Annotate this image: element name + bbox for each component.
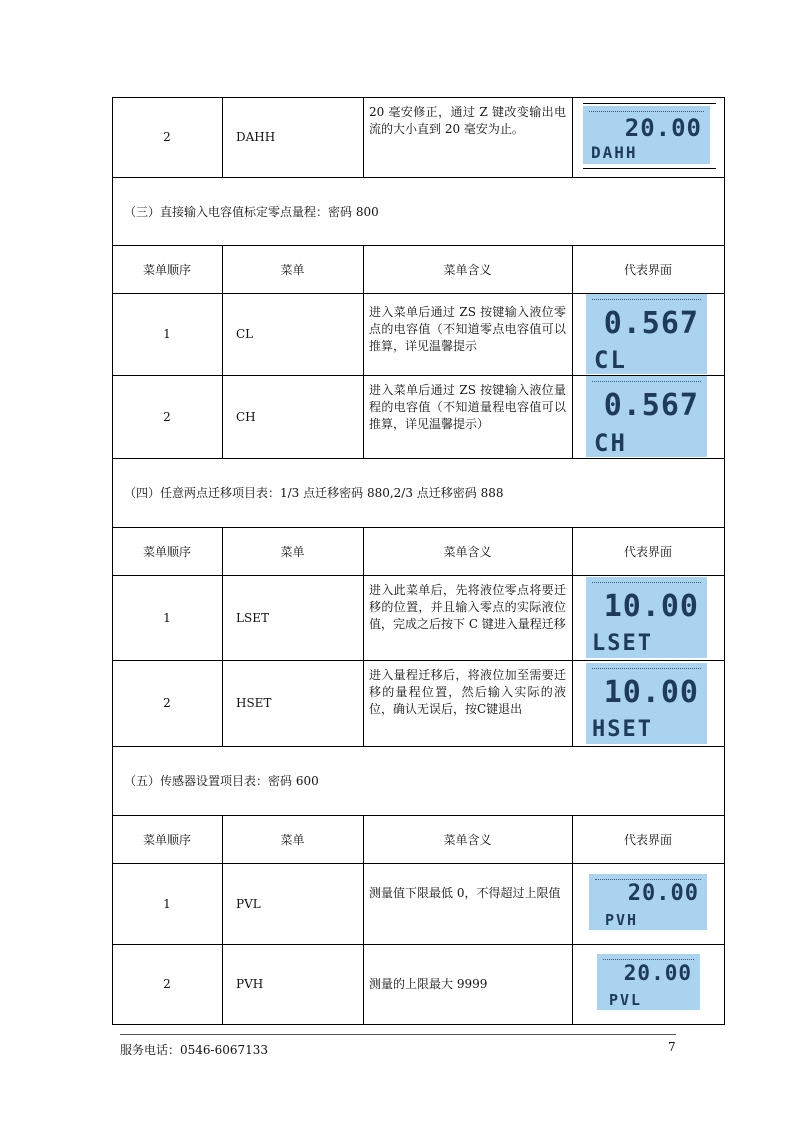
row-divider (112, 1024, 725, 1025)
lcd-value: 0.567 (603, 306, 699, 341)
lcd-display (586, 294, 707, 374)
lcd-bargraph (592, 582, 701, 586)
lcd-label: PVL (609, 991, 643, 1009)
page-number: 7 (668, 1040, 676, 1054)
lcd-display (597, 954, 700, 1010)
row-menu: PVH (236, 977, 264, 991)
header-order: 菜单顺序 (142, 832, 191, 847)
row-menu: HSET (236, 696, 272, 710)
footer-rule (120, 1034, 676, 1035)
row-order: 1 (163, 896, 171, 911)
row-desc: 进入菜单后通过 ZS 按键输入液位量程的电容值（不知道量程电容值可以推算，详见温馨提示） (369, 383, 566, 431)
header-ui: 代表界面 (623, 262, 672, 277)
row-order: 2 (163, 409, 171, 424)
lcd-value: 0.567 (603, 388, 699, 423)
section-title: （四）任意两点迁移项目表：1/3 点迁移密码 880,2/3 点迁移密码 888 (124, 486, 504, 500)
row-menu: CH (236, 409, 256, 424)
table-border-right (724, 97, 725, 1025)
row-desc: 测量的上限最大 9999 (369, 977, 488, 991)
lcd-bargraph (592, 668, 701, 672)
header-meaning: 菜单含义 (443, 832, 492, 847)
col-divider (572, 97, 573, 177)
row-order: 1 (163, 327, 171, 341)
lcd-display (586, 376, 707, 457)
header-menu: 菜单 (280, 544, 305, 559)
row-desc: 20 毫安修正，通过 Z 键改变输出电流的大小直到 20 毫安为止。 (369, 105, 566, 136)
lcd-label: CL (594, 346, 627, 374)
header-meaning: 菜单含义 (443, 544, 492, 559)
row-order: 2 (163, 696, 171, 710)
lcd-bargraph (592, 381, 701, 385)
row-order: 1 (163, 610, 171, 625)
lcd-value: 20.00 (624, 114, 702, 142)
lcd-label: CH (594, 429, 627, 457)
row-menu: PVL (236, 896, 261, 911)
lcd-frame-line (583, 168, 716, 169)
header-ui: 代表界面 (623, 832, 672, 847)
header-menu: 菜单 (280, 832, 305, 847)
lcd-display (586, 577, 707, 658)
lcd-label: HSET (592, 717, 653, 742)
row-desc: 进入此菜单后，先将液位零点将要迁移的位置，并且输入零点的实际液位值，完成之后按下 C 键进入量程迁移 (369, 583, 566, 631)
footer-service-phone: 服务电话：0546-6067133 (120, 1043, 269, 1057)
lcd-value: 20.00 (627, 881, 699, 906)
header-meaning: 菜单含义 (443, 262, 492, 277)
lcd-label: DAHH (591, 143, 638, 162)
row-desc: 测量值下限最低 0，不得超过上限值 (369, 886, 561, 900)
section-title: （五）传感器设置项目表：密码 600 (124, 774, 319, 788)
header-order: 菜单顺序 (142, 544, 191, 559)
lcd-label: LSET (592, 631, 653, 656)
section-title: （三）直接输入电容值标定零点量程：密码 800 (124, 204, 379, 219)
row-desc: 进入量程迁移后，将液位加至需要迁移的量程位置，然后输入实际的液位，确认无误后，按C键退出 (369, 668, 566, 716)
row-menu: LSET (236, 610, 269, 625)
lcd-frame-line (583, 103, 716, 104)
lcd-display (583, 106, 710, 164)
lcd-display (589, 874, 707, 930)
lcd-value: 10.00 (603, 675, 699, 710)
lcd-value: 10.00 (603, 589, 699, 624)
header-ui: 代表界面 (623, 544, 672, 559)
row-order: 2 (163, 130, 171, 144)
header-order: 菜单顺序 (142, 262, 191, 277)
lcd-label: PVH (605, 911, 639, 929)
lcd-display (586, 663, 707, 744)
row-menu: CL (236, 327, 254, 341)
row-desc: 进入菜单后通过 ZS 按键输入液位零点的电容值（不知道零点电容值可以推算，详见温馨提示 (369, 305, 566, 353)
lcd-value: 20.00 (623, 961, 692, 985)
row-order: 2 (163, 977, 171, 991)
lcd-bargraph (592, 299, 701, 303)
row-menu: DAHH (236, 130, 276, 144)
header-menu: 菜单 (280, 262, 305, 277)
